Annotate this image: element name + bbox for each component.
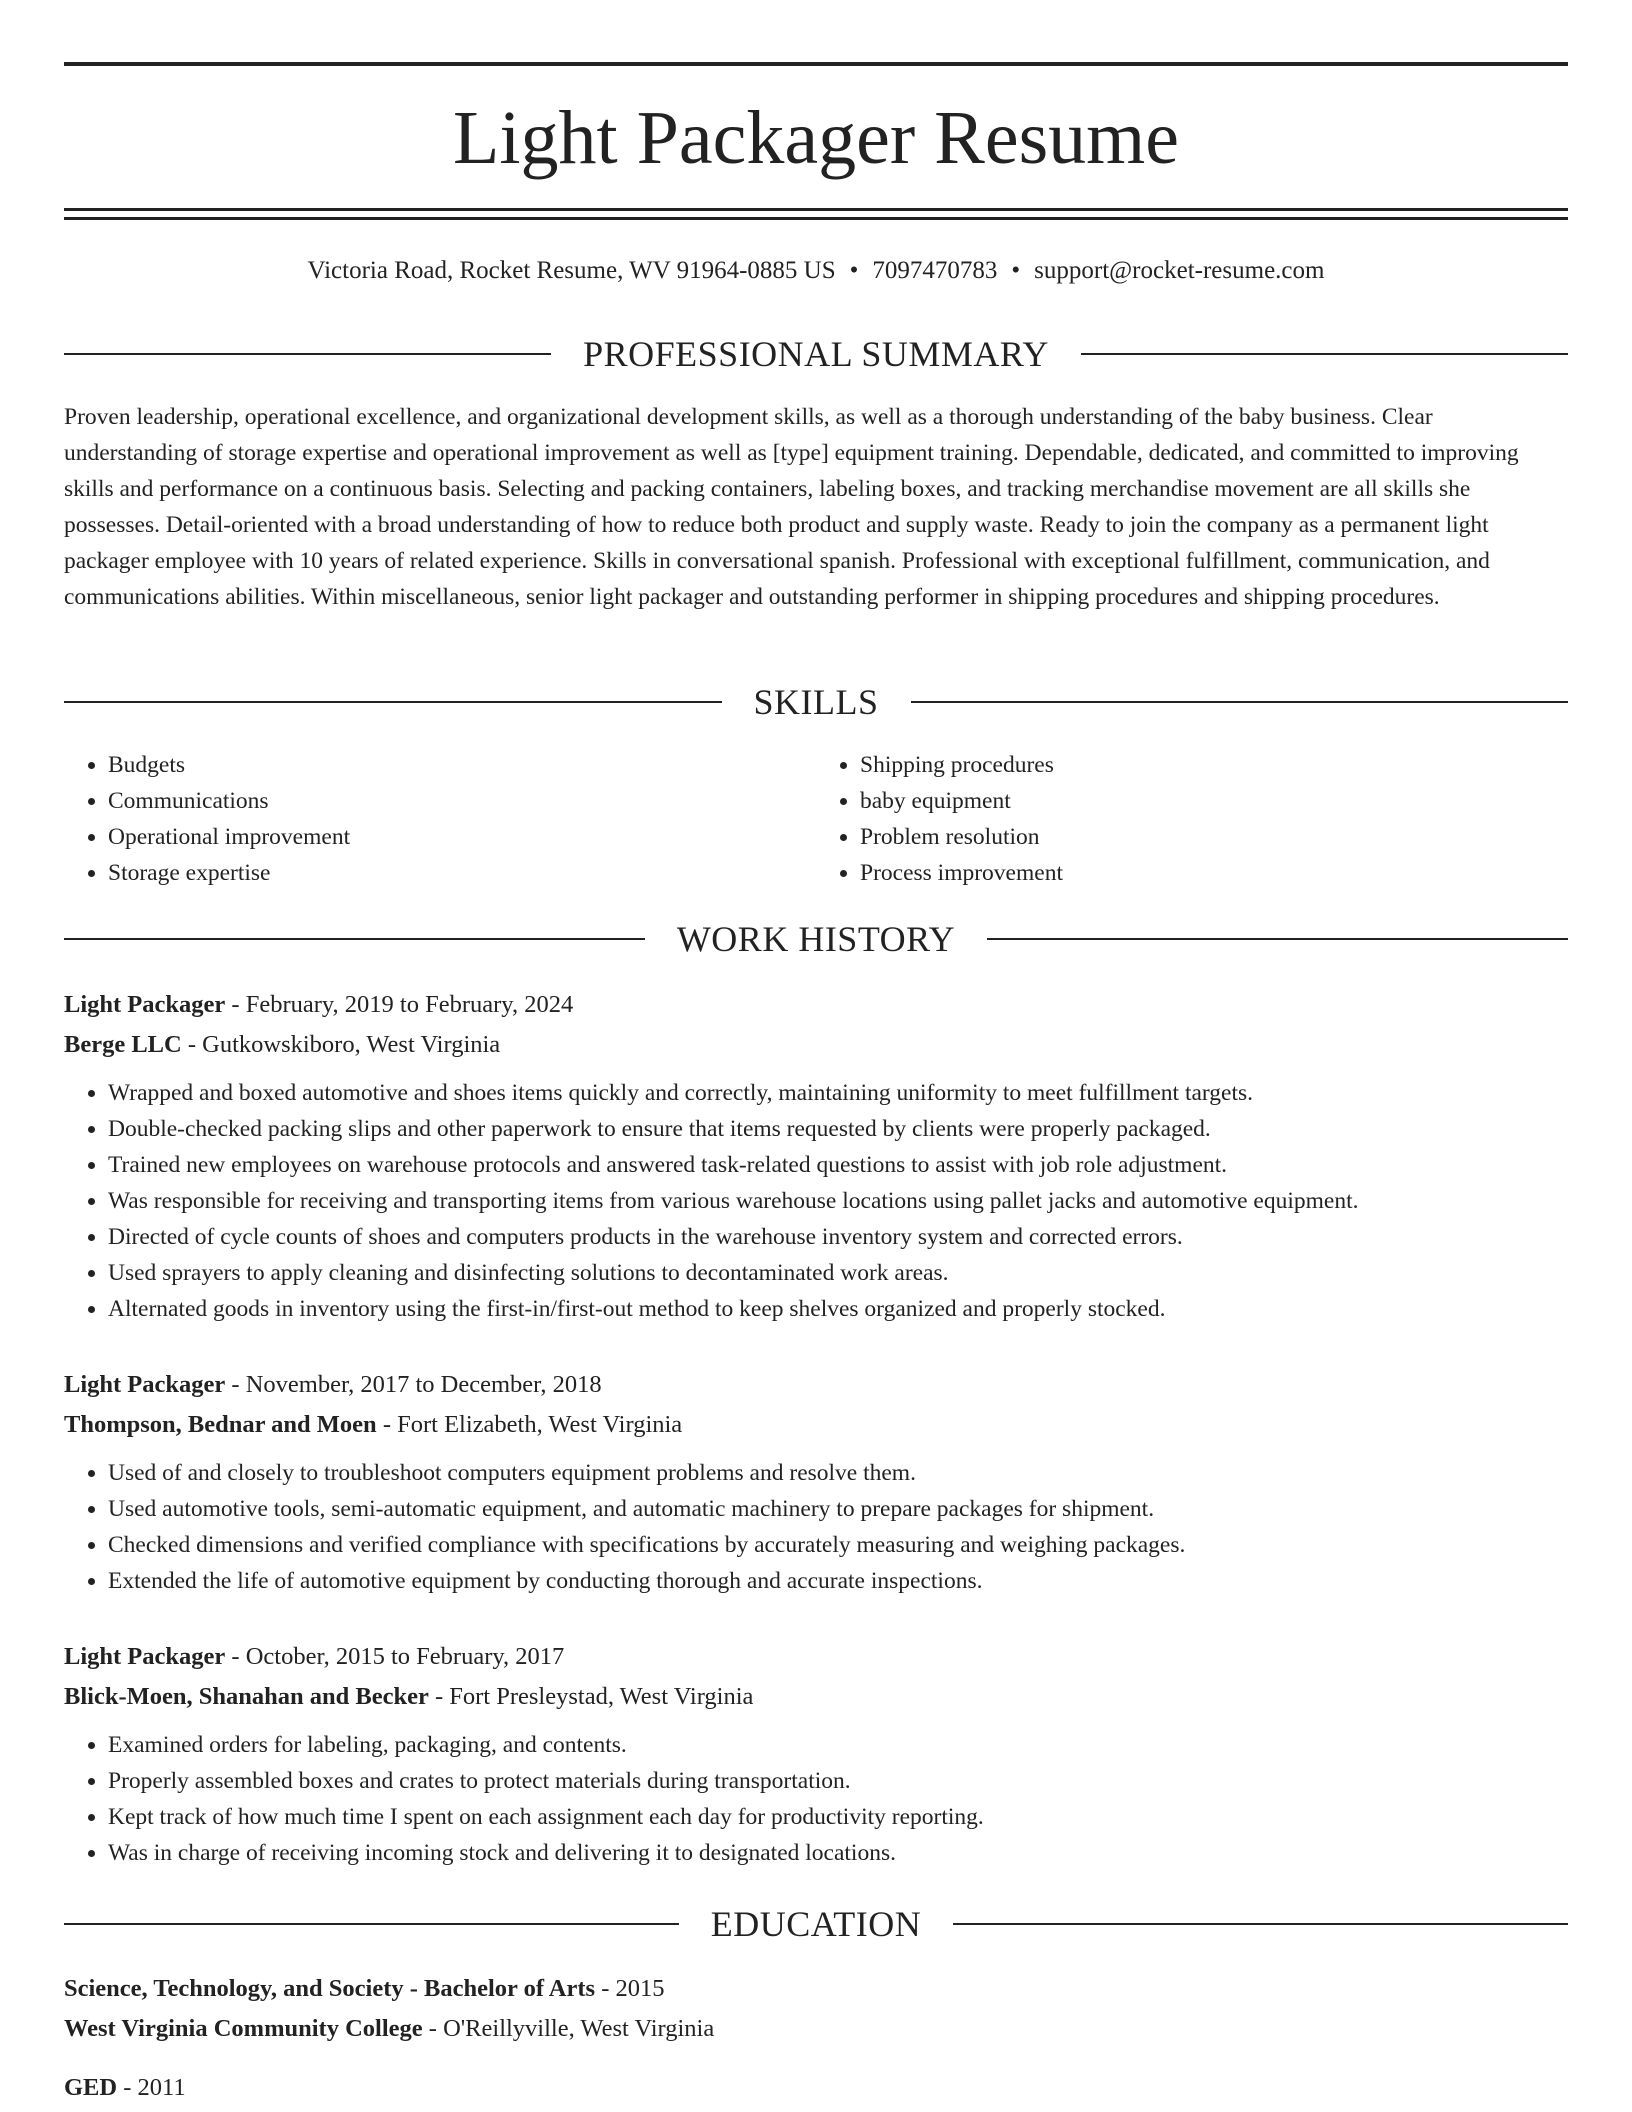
education-year: 2015 <box>615 1975 665 2002</box>
summary-heading-text: PROFESSIONAL SUMMARY <box>583 334 1049 374</box>
dash: - <box>231 991 240 1018</box>
dash: - <box>382 1411 391 1438</box>
contact-line <box>64 254 1568 288</box>
heading-rule <box>987 938 1568 940</box>
top-rule <box>64 62 1568 66</box>
skills-column-left <box>64 747 816 891</box>
contact-separator: • <box>849 257 859 284</box>
dash: - <box>601 1975 610 2002</box>
job-location: Fort Elizabeth, West Virginia <box>397 1411 683 1438</box>
skill-item: • Operational improvement <box>108 819 816 855</box>
education-heading <box>64 1902 1568 1946</box>
heading-rule <box>64 938 645 940</box>
job-title-line <box>64 1637 1568 1677</box>
job-title: Light Packager <box>64 1371 226 1398</box>
dash: - <box>231 1643 240 1670</box>
job-bullet: • Was in charge of receiving incoming stock and delivering it to designated locations. <box>108 1835 1568 1871</box>
job-title-line <box>64 985 1568 1025</box>
page-title: Light Packager Resume <box>452 96 1179 180</box>
skill-item: • Communications <box>108 783 816 819</box>
education-school: West Virginia Community College <box>64 2015 423 2042</box>
skills-heading-text: SKILLS <box>753 682 879 722</box>
job-bullets <box>64 1075 1568 1327</box>
education-degree: Science, Technology, and Society - Bachelor of Arts <box>64 1975 596 2002</box>
dash: - <box>123 2074 132 2101</box>
job-company: Blick-Moen, Shanahan and Becker <box>64 1683 429 1710</box>
job-location: Gutkowskiboro, West Virginia <box>202 1031 501 1058</box>
skill-item: • Process improvement <box>860 855 1568 891</box>
education-year: 2011 <box>137 2074 186 2101</box>
job-company-line <box>64 1405 1568 1445</box>
job-bullet: • Examined orders for labeling, packaging, and contents. <box>108 1727 1568 1763</box>
skill-item: • baby equipment <box>860 783 1568 819</box>
dash: - <box>231 1371 240 1398</box>
job-entry <box>64 985 1568 1327</box>
contact-separator: • <box>1011 257 1021 284</box>
job-bullet: • Directed of cycle counts of shoes and computers products in the warehouse inventory system and corrected errors. <box>108 1219 1568 1255</box>
skills-column-right <box>816 747 1568 891</box>
skill-item: • Budgets <box>108 747 816 783</box>
job-bullet: • Was responsible for receiving and transporting items from various warehouse locations using pallet jacks and automotive equipment. <box>108 1183 1568 1219</box>
job-bullet: • Checked dimensions and verified compliance with specifications by accurately measuring and weighing packages. <box>108 1527 1568 1563</box>
job-bullets <box>64 1727 1568 1871</box>
contact-address: Victoria Road, Rocket Resume, WV 91964-0885 US <box>307 257 836 284</box>
job-entry <box>64 1637 1568 1871</box>
dash: - <box>428 2015 437 2042</box>
job-dates: February, 2019 to February, 2024 <box>245 991 574 1018</box>
job-company-line <box>64 1025 1568 1065</box>
skill-item: • Problem resolution <box>860 819 1568 855</box>
job-title-line <box>64 1365 1568 1405</box>
heading-rule <box>911 701 1569 703</box>
contact-phone: 7097470783 <box>872 257 998 284</box>
skills-heading <box>64 680 1568 724</box>
job-entry <box>64 1365 1568 1599</box>
job-company: Thompson, Bednar and Moen <box>64 1411 377 1438</box>
job-title: Light Packager <box>64 1643 226 1670</box>
education-degree-line <box>64 1969 1568 2009</box>
education-heading-text: EDUCATION <box>710 1904 922 1944</box>
heading-rule <box>64 1923 679 1925</box>
contact-email[interactable]: support@rocket-resume.com <box>1034 257 1325 284</box>
education-entry <box>64 1969 1568 2049</box>
job-bullet: • Kept track of how much time I spent on each assignment each day for productivity reporting. <box>108 1799 1568 1835</box>
job-location: Fort Presleystad, West Virginia <box>449 1683 754 1710</box>
education-entry <box>64 2068 1568 2108</box>
job-bullet: • Used sprayers to apply cleaning and disinfecting solutions to decontaminated work areas. <box>108 1255 1568 1291</box>
heading-rule <box>64 353 551 355</box>
heading-rule <box>1081 353 1568 355</box>
skills-list <box>64 747 1568 891</box>
job-bullet: • Alternated goods in inventory using the first-in/first-out method to keep shelves organized and properly stocked. <box>108 1291 1568 1327</box>
job-bullet: • Double-checked packing slips and other paperwork to ensure that items requested by clients were properly packaged. <box>108 1111 1568 1147</box>
dash: - <box>434 1683 444 1710</box>
dash: - <box>187 1031 197 1058</box>
job-bullets <box>64 1455 1568 1599</box>
skill-item: • Shipping procedures <box>860 747 1568 783</box>
job-bullet: • Extended the life of automotive equipment by conducting thorough and accurate inspections. <box>108 1563 1568 1599</box>
title-double-rule <box>64 208 1568 220</box>
job-bullet: • Used of and closely to troubleshoot computers equipment problems and resolve them. <box>108 1455 1568 1491</box>
job-dates: October, 2015 to February, 2017 <box>245 1643 565 1670</box>
summary-text: Proven leadership, operational excellence, and organizational development skills, as well as a thorough understanding of the baby business. Clear understanding of storage expertise and operational improvement as well as [type] equipment training. Dependable, dedicated, and committed to improving skills and performance on a continuous basis. Selecting and packing containers, labeling boxes, and tracking merchandise movement are all skills she possesses. Detail-oriented with a broad understanding of how to reduce both product and supply waste. Ready to join the company as a permanent light packager employee with 10 years of related experience. Skills in conversational spanish. Professional with exceptional fulfillment, communication, and communications abilities. Within miscellaneous, senior light packager and outstanding performer in shipping procedures and shipping procedures. <box>64 404 1519 610</box>
summary-heading <box>64 332 1568 376</box>
education-degree-line <box>64 2068 1568 2108</box>
job-title: Light Packager <box>64 991 226 1018</box>
education-school-line <box>64 2009 1568 2049</box>
skill-item: • Storage expertise <box>108 855 816 891</box>
work-heading-text: WORK HISTORY <box>676 919 956 959</box>
job-bullet: • Used automotive tools, semi-automatic equipment, and automatic machinery to prepare packages for shipment. <box>108 1491 1568 1527</box>
job-company: Berge LLC <box>64 1031 182 1058</box>
education-location: O'Reillyville, West Virginia <box>443 2015 715 2042</box>
heading-rule <box>64 701 722 703</box>
job-bullet: • Trained new employees on warehouse protocols and answered task-related questions to assist with job role adjustment. <box>108 1147 1568 1183</box>
work-heading <box>64 917 1568 961</box>
job-company-line <box>64 1677 1568 1717</box>
job-bullet: • Wrapped and boxed automotive and shoes items quickly and correctly, maintaining uniformity to meet fulfillment targets. <box>108 1075 1568 1111</box>
job-dates: November, 2017 to December, 2018 <box>245 1371 602 1398</box>
job-bullet: • Properly assembled boxes and crates to protect materials during transportation. <box>108 1763 1568 1799</box>
education-degree: GED <box>64 2074 118 2101</box>
heading-rule <box>953 1923 1568 1925</box>
